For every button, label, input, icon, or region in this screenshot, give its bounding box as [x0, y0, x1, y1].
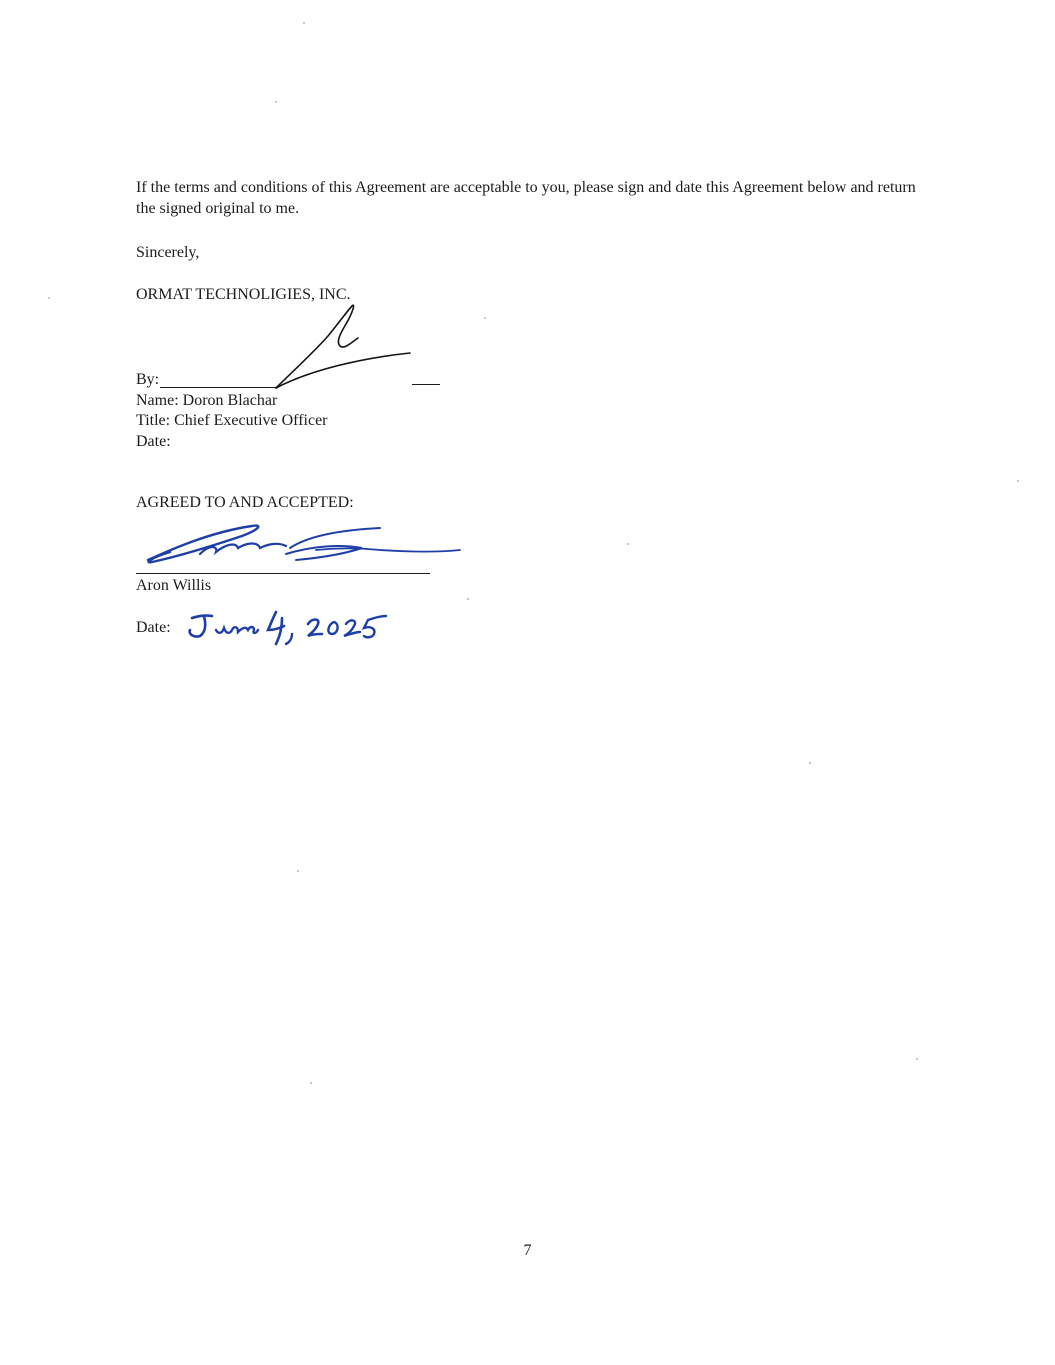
- scan-speck: [916, 1058, 918, 1060]
- recipient-signature: [140, 520, 465, 568]
- by-label: By:: [136, 371, 160, 388]
- scan-speck: [275, 101, 277, 103]
- scan-speck: [310, 1082, 312, 1084]
- closing-paragraph: If the terms and conditions of this Agreement are acceptable to you, please sign and date this Agreement below and return the signed original to me.: [136, 179, 916, 217]
- scan-speck: [467, 598, 469, 600]
- scan-speck: [1017, 480, 1019, 482]
- handwritten-date: [184, 608, 389, 648]
- acceptance-signature-line: [136, 573, 430, 574]
- signer-name-line: Name: Doron Blachar: [136, 392, 278, 409]
- acceptance-heading: AGREED TO AND ACCEPTED:: [136, 494, 354, 511]
- scan-speck: [297, 870, 299, 872]
- scan-speck: [48, 297, 50, 299]
- recipient-name: Aron Willis: [136, 577, 212, 594]
- scan-speck: [809, 762, 811, 764]
- page-number: 7: [523, 1242, 532, 1259]
- signer-title-line: Title: Chief Executive Officer: [136, 412, 328, 429]
- company-name: ORMAT TECHNOLIGIES, INC.: [136, 286, 351, 303]
- scan-speck: [627, 543, 629, 545]
- ceo-signature: [270, 300, 420, 395]
- closing-salutation: Sincerely,: [136, 244, 200, 261]
- signer-date-line: Date:: [136, 433, 171, 450]
- signature-line: [160, 387, 278, 388]
- recipient-date-label: Date:: [136, 619, 171, 636]
- scan-speck: [484, 317, 486, 319]
- scan-speck: [303, 22, 305, 24]
